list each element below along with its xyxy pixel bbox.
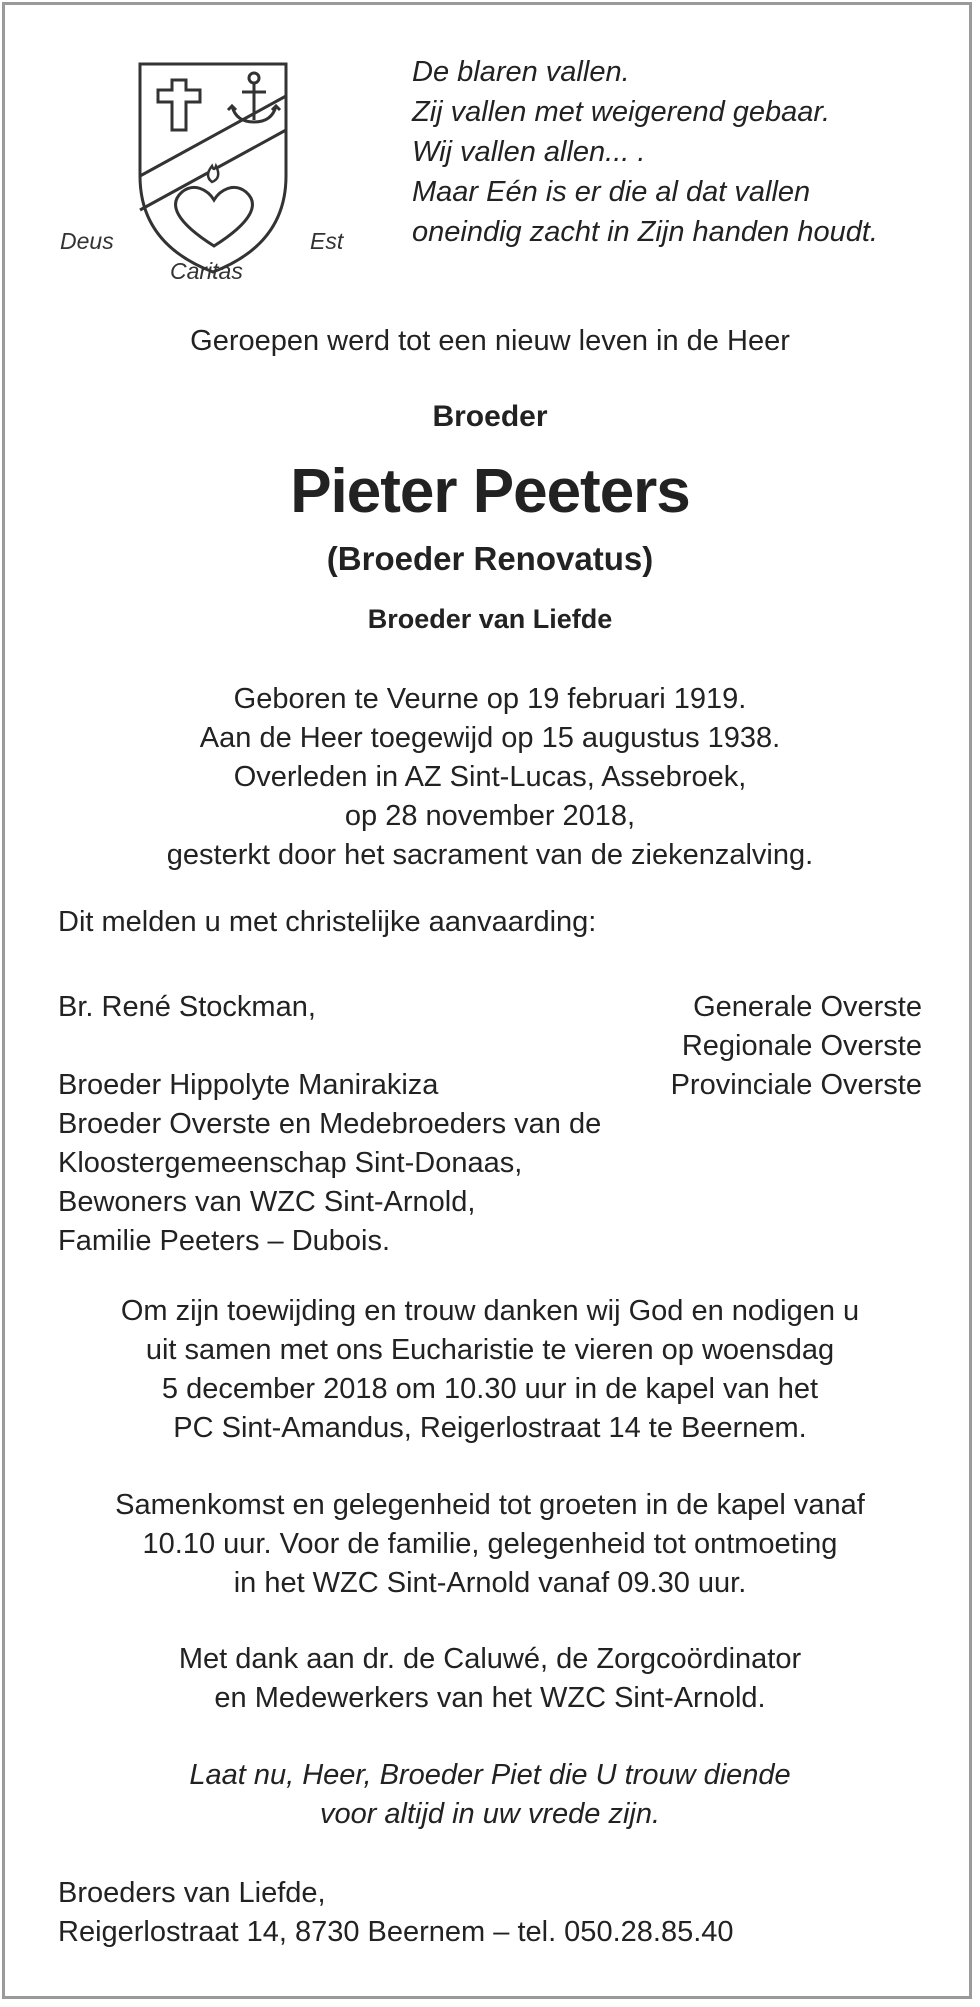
- announcement: Dit melden u met christelijke aanvaarding:: [58, 906, 597, 938]
- motto-bottom: Caritas: [170, 258, 243, 284]
- poem: De blaren vallen. Zij vallen met weigerend gebaar. Wij vallen allen... . Maar Eén is er die al dat vallen oneindig zacht in Zijn handen houdt.: [412, 56, 878, 248]
- coat-of-arms: [56, 58, 366, 298]
- intro-line: Geroepen werd tot een nieuw leven in de Heer: [190, 325, 790, 357]
- biography: Geboren te Veurne op 19 februari 1919. Aan de Heer toegewijd op 15 augustus 1938. Overleden in AZ Sint-Lucas, Assebroek, op 28 november 2018, gesterkt door het sacrament van de ziekenzalving.: [166, 683, 814, 871]
- deceased-name: Pieter Peeters: [290, 457, 690, 526]
- mourners-list: Br. René Stockman, Broeder Hippolyte Manirakiza Broeder Overste en Medebroeders van de Kloostergemeenschap Sint-Donaas, Bewoners van WZC Sint-Arnold, Familie Peeters – Dubois.: [58, 991, 602, 1257]
- mourners-titles: Generale Overste Regionale Overste Provinciale Overste: [670, 991, 922, 1101]
- name-prefix: Broeder: [432, 400, 548, 433]
- flame-icon: [208, 166, 218, 182]
- order-name: Broeder van Liefde: [367, 604, 613, 634]
- thanks: Met dank aan dr. de Caluwé, de Zorgcoördinator en Medewerkers van het WZC Sint-Arnold.: [178, 1643, 802, 1714]
- gathering-info: Samenkomst en gelegenheid tot groeten in de kapel vanaf 10.10 uur. Voor de familie, gelegenheid tot ontmoeting in het WZC Sint-Arnold vanaf 09.30 uur.: [115, 1489, 865, 1599]
- invitation: Om zijn toewijding en trouw danken wij God en nodigen u uit samen met ons Eucharistie te vieren op woensdag 5 december 2018 om 10.30 uur in de kapel van het PC Sint-Amandus, Reigerlostraat 14 te Beernem.: [120, 1295, 860, 1444]
- motto-right: Est: [310, 228, 344, 254]
- motto-left: Deus: [60, 228, 114, 254]
- religious-name: (Broeder Renovatus): [326, 540, 654, 577]
- footer-address: Broeders van Liefde, Reigerlostraat 14, 8730 Beernem – tel. 050.28.85.40: [58, 1877, 734, 1948]
- prayer: Laat nu, Heer, Broeder Piet die U trouw diende voor altijd in uw vrede zijn.: [189, 1759, 791, 1830]
